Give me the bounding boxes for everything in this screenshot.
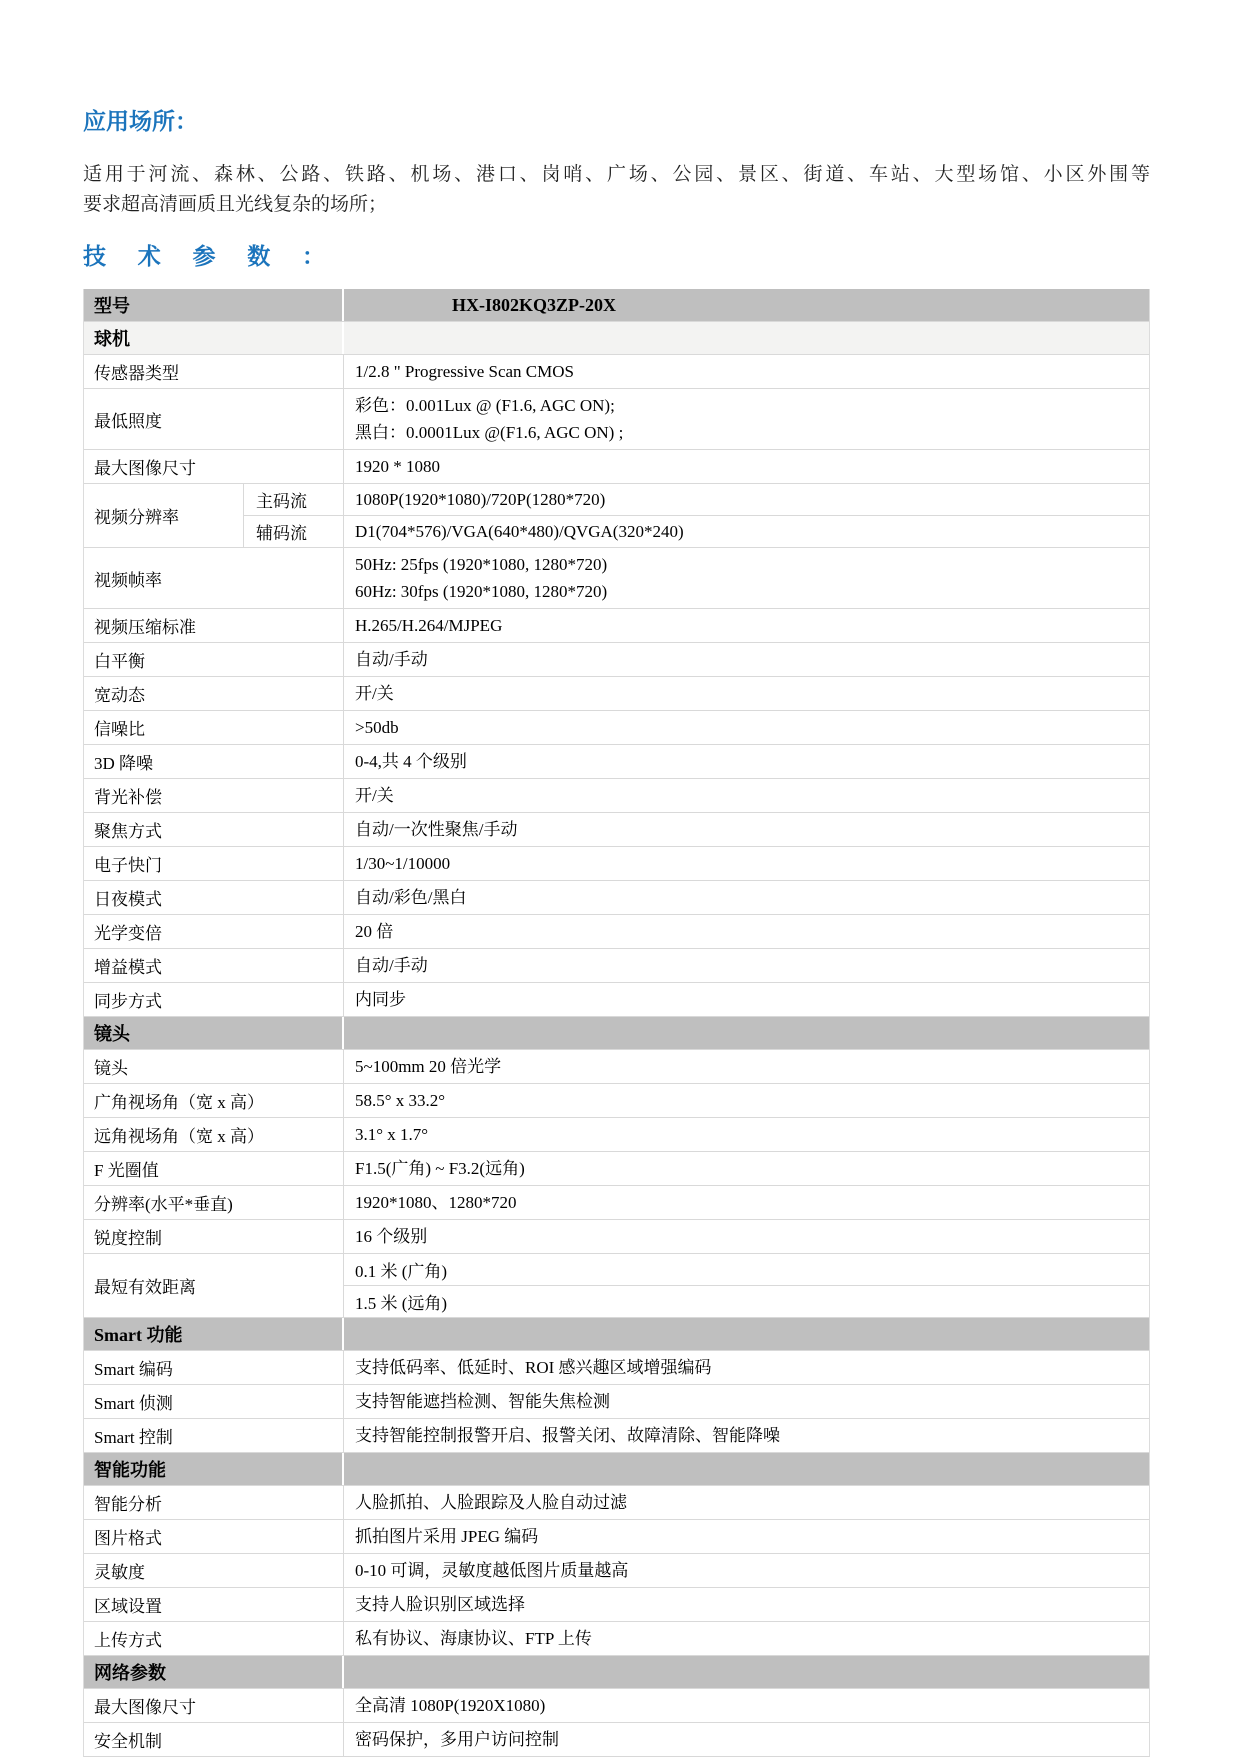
row-label: 图片格式 bbox=[84, 1520, 344, 1553]
value-line: 自动/手动 bbox=[355, 650, 428, 669]
section-row bbox=[84, 1655, 1149, 1688]
row-label: 安全机制 bbox=[84, 1723, 344, 1756]
value-line: 16 个级别 bbox=[355, 1227, 428, 1246]
row-value bbox=[344, 1723, 1149, 1756]
table-row bbox=[84, 1117, 1149, 1151]
row-label: F 光圈值 bbox=[84, 1152, 344, 1185]
table-row bbox=[84, 744, 1149, 778]
row-value bbox=[344, 1084, 1149, 1117]
row-label: 信噪比 bbox=[84, 711, 344, 744]
substream-column bbox=[244, 484, 1149, 547]
row-value bbox=[344, 881, 1149, 914]
value-line: 1920*1080、1280*720 bbox=[355, 1193, 517, 1212]
table-row bbox=[84, 948, 1149, 982]
section-spacer bbox=[344, 1453, 1149, 1485]
row-label: 最大图像尺寸 bbox=[84, 450, 344, 483]
value-line: 内同步 bbox=[355, 990, 406, 1009]
value-line: F1.5(广角) ~ F3.2(远角) bbox=[355, 1159, 525, 1178]
row-value bbox=[344, 1622, 1149, 1655]
row-label: 日夜模式 bbox=[84, 881, 344, 914]
row-label: Smart 侦测 bbox=[84, 1385, 344, 1418]
substream-value: D1(704*576)/VGA(640*480)/QVGA(320*240) bbox=[355, 521, 684, 541]
row-label: 广角视场角（宽 x 高） bbox=[84, 1084, 344, 1117]
value-line: >50db bbox=[355, 718, 399, 737]
section-row bbox=[84, 1016, 1149, 1049]
value-line: 开/关 bbox=[355, 786, 394, 805]
table-row bbox=[84, 642, 1149, 676]
value-line: 58.5° x 33.2° bbox=[355, 1091, 446, 1110]
heading-specs: 技 术 参 数 ： bbox=[83, 244, 338, 269]
row-label: 上传方式 bbox=[84, 1622, 344, 1655]
row-value: 0.1 米 (广角) bbox=[355, 1262, 448, 1281]
row-label: Smart 控制 bbox=[84, 1419, 344, 1452]
section-label: 球机 bbox=[84, 322, 344, 354]
row-label: 智能分析 bbox=[84, 1486, 344, 1519]
row-value bbox=[344, 1220, 1149, 1253]
table-row bbox=[84, 1185, 1149, 1219]
row-label: 最低照度 bbox=[84, 389, 344, 449]
section-spacer bbox=[344, 322, 1149, 354]
value-line: 自动/手动 bbox=[355, 956, 428, 975]
value-line: 60Hz: 30fps (1920*1080, 1280*720) bbox=[355, 582, 608, 601]
value-line: 彩色：0.001Lux @ (F1.6, AGC ON); bbox=[355, 396, 615, 415]
value-line: 私有协议、海康协议、FTP 上传 bbox=[355, 1629, 592, 1648]
substream-row bbox=[244, 484, 1149, 515]
row-label: 分辨率(水平*垂直) bbox=[84, 1186, 344, 1219]
table-row bbox=[84, 449, 1149, 483]
table-row bbox=[84, 1151, 1149, 1185]
value-line: 0-4,共 4 个级别 bbox=[355, 752, 467, 771]
row-label: 宽动态 bbox=[84, 677, 344, 710]
row-label: 聚焦方式 bbox=[84, 813, 344, 846]
table-row bbox=[84, 812, 1149, 846]
value-line: 1/30~1/10000 bbox=[355, 854, 451, 873]
section-row bbox=[84, 1317, 1149, 1350]
row-label: 区域设置 bbox=[84, 1588, 344, 1621]
row-value bbox=[344, 1486, 1149, 1519]
table-row bbox=[84, 710, 1149, 744]
row-value bbox=[344, 1050, 1149, 1083]
row-label: 增益模式 bbox=[84, 949, 344, 982]
row-value bbox=[344, 813, 1149, 846]
table-row bbox=[84, 1219, 1149, 1253]
row-value bbox=[344, 1385, 1149, 1418]
table-row bbox=[84, 1587, 1149, 1621]
row-label: 白平衡 bbox=[84, 643, 344, 676]
value-line: 全高清 1080P(1920X1080) bbox=[355, 1696, 546, 1715]
table-row bbox=[84, 1418, 1149, 1452]
table-row bbox=[84, 1553, 1149, 1587]
value-line: 支持低码率、低延时、ROI 感兴趣区域增强编码 bbox=[355, 1358, 712, 1377]
table-row bbox=[84, 608, 1149, 642]
row-value bbox=[344, 677, 1149, 710]
table-row bbox=[84, 1519, 1149, 1553]
row-label: 3D 降噪 bbox=[84, 745, 344, 778]
split-value-column bbox=[344, 1254, 1149, 1317]
section-label: 网络参数 bbox=[84, 1656, 344, 1688]
row-value bbox=[344, 450, 1149, 483]
value-line: 1920 * 1080 bbox=[355, 457, 440, 476]
substream-label: 主码流 bbox=[244, 484, 344, 515]
row-label: 视频帧率 bbox=[84, 548, 344, 608]
row-value bbox=[344, 1689, 1149, 1722]
row-label: 光学变倍 bbox=[84, 915, 344, 948]
row-value bbox=[344, 915, 1149, 948]
table-row bbox=[84, 483, 1149, 547]
section-spacer bbox=[344, 1318, 1149, 1350]
row-label: 镜头 bbox=[84, 1050, 344, 1083]
row-value bbox=[344, 1118, 1149, 1151]
section-label: Smart 功能 bbox=[84, 1318, 344, 1350]
section-row bbox=[84, 321, 1149, 354]
section-row bbox=[84, 1452, 1149, 1485]
table-row bbox=[84, 1384, 1149, 1418]
value-line: 支持智能控制报警开启、报警关闭、故障清除、智能降噪 bbox=[355, 1426, 780, 1445]
row-value bbox=[344, 355, 1149, 388]
value-line: 支持智能遮挡检测、智能失焦检测 bbox=[355, 1392, 610, 1411]
row-label: 远角视场角（宽 x 高） bbox=[84, 1118, 344, 1151]
table-row bbox=[84, 676, 1149, 710]
table-row bbox=[84, 982, 1149, 1016]
row-label: 型号 bbox=[84, 289, 344, 321]
table-row bbox=[84, 778, 1149, 812]
value-line: 3.1° x 1.7° bbox=[355, 1125, 429, 1144]
value-line: 20 倍 bbox=[355, 922, 394, 941]
value-line: 50Hz: 25fps (1920*1080, 1280*720) bbox=[355, 555, 608, 574]
row-value bbox=[344, 1554, 1149, 1587]
table-row bbox=[84, 1253, 1149, 1317]
value-line: H.265/H.264/MJPEG bbox=[355, 616, 503, 635]
table-row bbox=[84, 547, 1149, 608]
table-row bbox=[84, 914, 1149, 948]
row-label: 视频压缩标准 bbox=[84, 609, 344, 642]
value-line: 支持人脸识别区域选择 bbox=[355, 1595, 525, 1614]
row-label: 传感器类型 bbox=[84, 355, 344, 388]
table-row bbox=[84, 1688, 1149, 1722]
model-value: HX-I802KQ3ZP-20X bbox=[452, 294, 616, 315]
value-line: 人脸抓拍、人脸跟踪及人脸自动过滤 bbox=[355, 1493, 627, 1512]
row-label: 最短有效距离 bbox=[84, 1254, 344, 1317]
row-label: 背光补偿 bbox=[84, 779, 344, 812]
value-line: 自动/一次性聚焦/手动 bbox=[355, 820, 518, 839]
table-row bbox=[84, 846, 1149, 880]
row-value bbox=[344, 1520, 1149, 1553]
row-value bbox=[344, 389, 1149, 449]
row-value bbox=[344, 1588, 1149, 1621]
model-row bbox=[84, 289, 1149, 321]
table-row bbox=[84, 1083, 1149, 1117]
table-row bbox=[84, 354, 1149, 388]
value-line: 0-10 可调，灵敏度越低图片质量越高 bbox=[355, 1561, 629, 1580]
heading-application: 应用场所： bbox=[83, 109, 198, 134]
table-row bbox=[84, 1049, 1149, 1083]
row-value bbox=[344, 1152, 1149, 1185]
table-row bbox=[84, 388, 1149, 449]
row-label: 最大图像尺寸 bbox=[84, 1689, 344, 1722]
row-value bbox=[344, 983, 1149, 1016]
application-paragraph-line-2: 要求超高清画质且光线复杂的场所； bbox=[83, 194, 388, 215]
row-label: 电子快门 bbox=[84, 847, 344, 880]
table-row bbox=[84, 1722, 1149, 1756]
section-spacer bbox=[344, 1017, 1149, 1049]
row-label: 灵敏度 bbox=[84, 1554, 344, 1587]
row-value bbox=[344, 847, 1149, 880]
value-line: 抓拍图片采用 JPEG 编码 bbox=[355, 1527, 539, 1546]
section-label: 镜头 bbox=[84, 1017, 344, 1049]
row-value bbox=[344, 548, 1149, 608]
value-line: 密码保护，多用户访问控制 bbox=[355, 1730, 559, 1749]
row-value bbox=[344, 1351, 1149, 1384]
spec-table bbox=[83, 289, 1150, 1757]
row-value bbox=[344, 779, 1149, 812]
section-label: 智能功能 bbox=[84, 1453, 344, 1485]
substream-value: 1080P(1920*1080)/720P(1280*720) bbox=[355, 489, 606, 509]
row-label: Smart 编码 bbox=[84, 1351, 344, 1384]
row-value bbox=[344, 745, 1149, 778]
application-paragraph bbox=[83, 160, 1150, 220]
application-paragraph-line-1: 适用于河流、森林、公路、铁路、机场、港口、岗哨、广场、公园、景区、街道、车站、大型场馆、小区外围等 bbox=[83, 164, 1150, 185]
table-row bbox=[84, 1350, 1149, 1384]
value-line: 自动/彩色/黑白 bbox=[355, 888, 467, 907]
row-value bbox=[344, 643, 1149, 676]
table-row bbox=[84, 1621, 1149, 1655]
substream-label: 辅码流 bbox=[244, 516, 344, 547]
row-value bbox=[344, 1186, 1149, 1219]
row-value bbox=[344, 949, 1149, 982]
row-value bbox=[344, 609, 1149, 642]
row-label: 同步方式 bbox=[84, 983, 344, 1016]
table-row bbox=[84, 880, 1149, 914]
value-line: 1/2.8 " Progressive Scan CMOS bbox=[355, 362, 574, 381]
value-line: 5~100mm 20 倍光学 bbox=[355, 1057, 502, 1076]
row-value bbox=[344, 1419, 1149, 1452]
row-value: 1.5 米 (远角) bbox=[344, 1285, 1149, 1317]
table-row bbox=[84, 1485, 1149, 1519]
value-line: 黑白：0.0001Lux @(F1.6, AGC ON) ; bbox=[355, 423, 624, 442]
substream-row bbox=[244, 515, 1149, 547]
row-value bbox=[344, 711, 1149, 744]
row-label: 锐度控制 bbox=[84, 1220, 344, 1253]
value-line: 开/关 bbox=[355, 684, 394, 703]
row-label: 视频分辨率 bbox=[84, 484, 244, 547]
section-spacer bbox=[344, 1656, 1149, 1688]
